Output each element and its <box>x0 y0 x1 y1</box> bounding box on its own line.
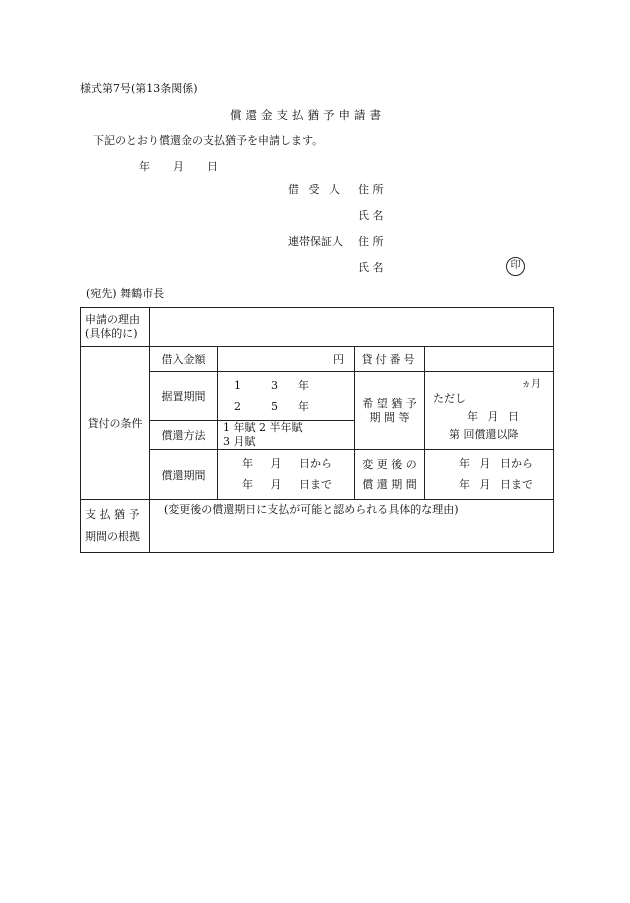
loan-amount-label: 借入金額 <box>150 347 218 372</box>
basis-input[interactable]: (変更後の償還期日に支払が可能と認められる具体的な理由) <box>150 500 554 553</box>
changed-period-label: 変 更 後 の 償 還 期 間 <box>355 450 425 500</box>
loan-number-input[interactable] <box>425 347 554 372</box>
borrower-name-label: 氏 名 <box>358 209 384 222</box>
date-day: 日 <box>207 160 218 173</box>
guarantor-name-label: 氏 名 <box>358 261 384 274</box>
conditions-label: 貸付の条件 <box>81 347 150 500</box>
changed-period-input[interactable]: 年 月 日から 年 月 日まで <box>425 450 554 500</box>
guarantor-address-label: 住 所 <box>358 235 384 248</box>
reason-input[interactable] <box>150 308 554 347</box>
addressee: (宛先) 舞鶴市長 <box>86 287 165 300</box>
loan-number-label: 貸付番号 <box>355 347 425 372</box>
intro-text: 下記のとおり償還金の支払猶予を申請します。 <box>93 134 324 147</box>
repayment-method-label: 償還方法 <box>150 421 218 450</box>
date-month: 月 <box>173 160 184 173</box>
deferment-label: 据置期間 <box>150 372 218 421</box>
document-title: 償還金支払猶予申請書 <box>230 108 385 122</box>
borrower-address-label: 住 所 <box>358 183 384 196</box>
form-number-label: 様式第7号(第13条関係) <box>80 82 198 95</box>
repayment-period-input[interactable]: 年 月 日から 年 月 日まで <box>218 450 355 500</box>
desired-period-label: 希 望 猶 予 期 間 等 <box>355 372 425 450</box>
deferment-options[interactable]: 1 3 年 2 5 年 <box>218 372 355 421</box>
guarantor-label: 連帯保証人 <box>288 235 343 248</box>
reason-label-cell: 申請の理由 (具体的に) <box>81 308 150 347</box>
loan-amount-input[interactable]: 円 <box>218 347 355 372</box>
repayment-period-label: 償還期間 <box>150 450 218 500</box>
date-year: 年 <box>139 160 150 173</box>
repayment-method-options[interactable]: 1 年賦 2 半年賦 3 月賦 <box>218 421 355 450</box>
basis-label-cell: 支 払 猶 予 期間の根拠 <box>81 500 150 553</box>
application-table <box>80 307 554 553</box>
borrower-label: 借 受 人 <box>288 183 343 196</box>
desired-period-input[interactable]: ヵ月 ただし 年 月 日 第 回償還以降 <box>425 372 554 450</box>
seal-mark: 印 <box>506 257 525 276</box>
